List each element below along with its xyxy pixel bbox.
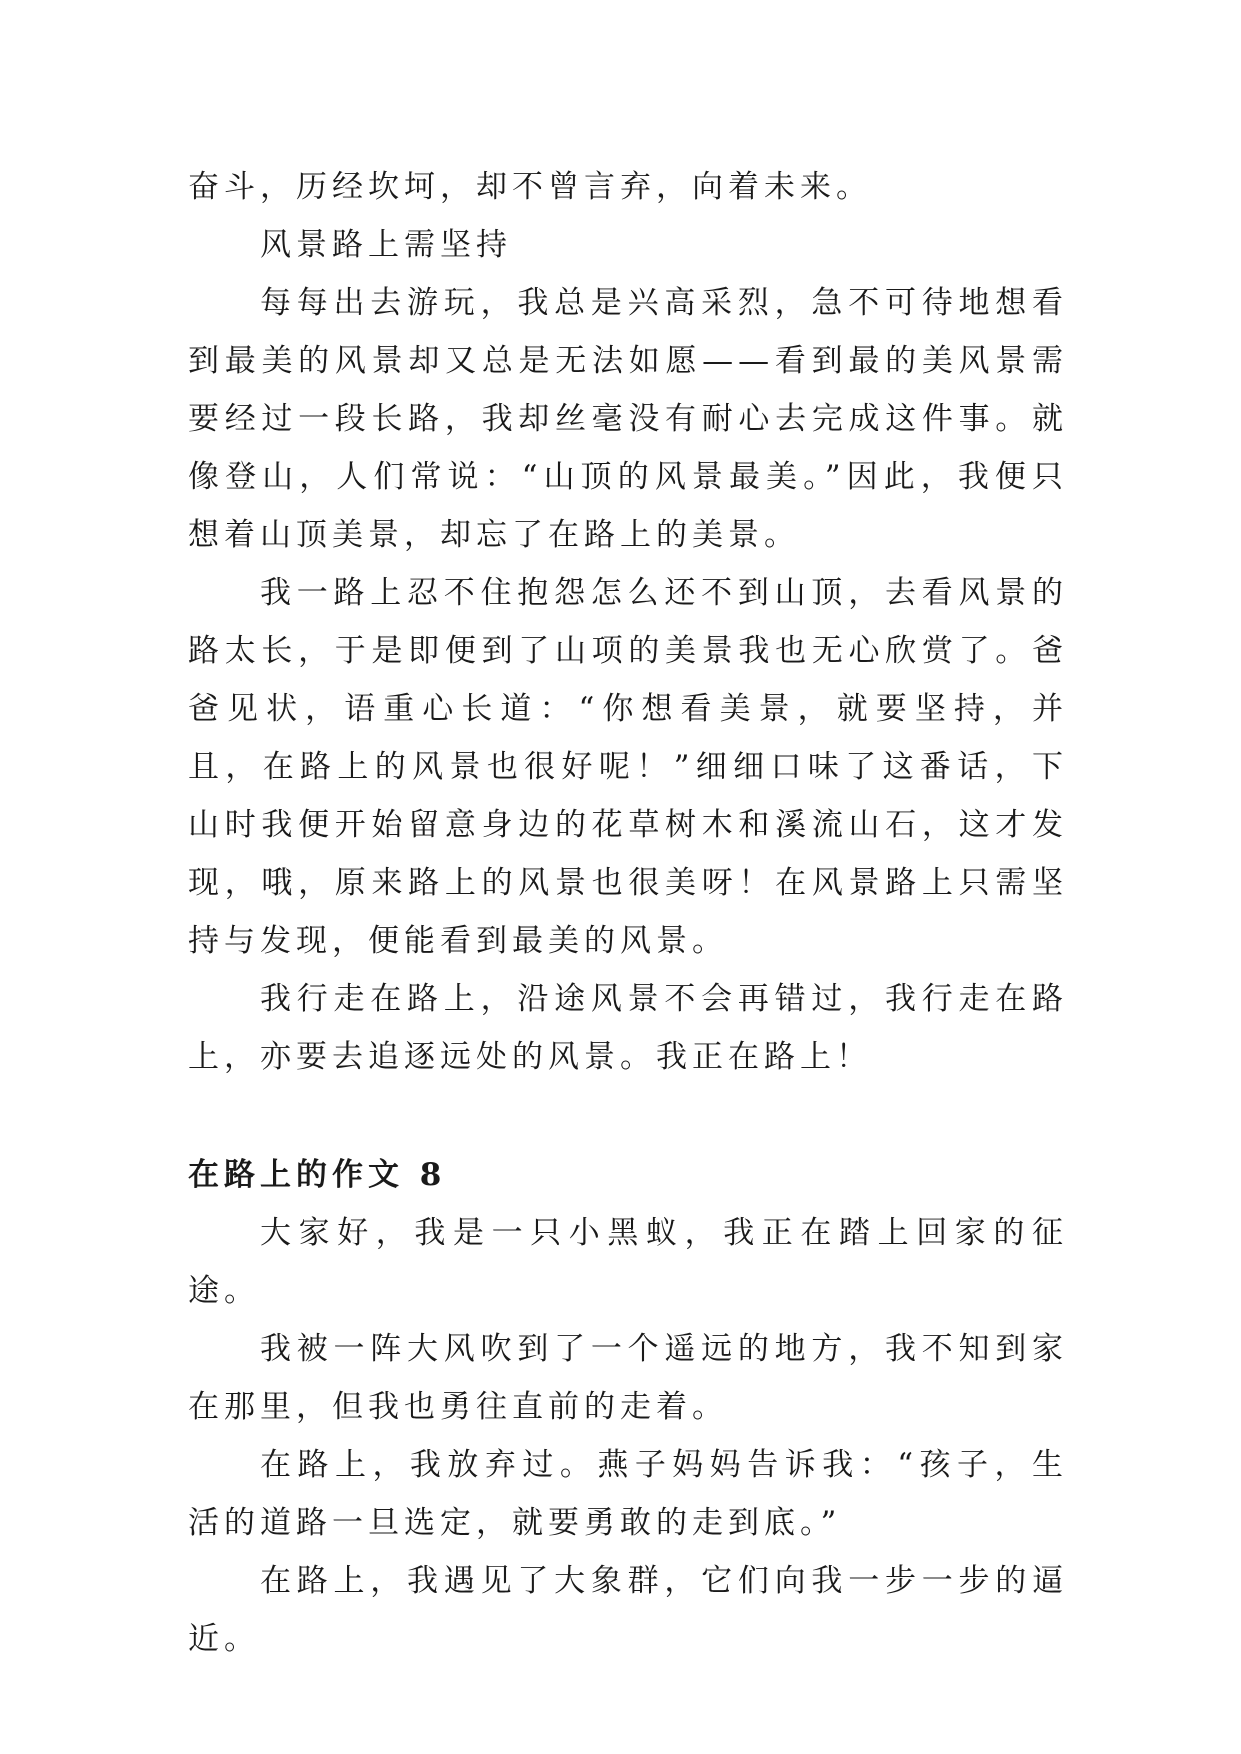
paragraph-6: 我被一阵大风吹到了一个遥远的地方，我不知到家在那里，但我也勇往直前的走着。: [188, 1331, 1068, 1425]
paragraph-4: 我行走在路上，沿途风景不会再错过，我行走在路上，亦要去追逐远处的风景。我正在路上！: [188, 981, 1068, 1075]
paragraph-2: 每每出去游玩，我总是兴高采烈，急不可待地想看到最美的风景却又总是无法如愿——看到最的美风景需要经过一段长路，我却丝毫没有耐心去完成这件事。就像登山，人们常说：“山顶的风景最美。”因此，我便只想着山顶美景，却忘了在路上的美景。: [188, 285, 1068, 553]
paragraph-5: 大家好，我是一只小黑蚁，我正在踏上回家的征途。: [188, 1215, 1068, 1309]
paragraph-3: 我一路上忍不住抱怨怎么还不到山顶，去看风景的路太长，于是即便到了山项的美景我也无心欣赏了。爸爸见状，语重心长道：“你想看美景，就要坚持，并且，在路上的风景也很好呢！”细细口味了这番话，下山时我便开始留意身边的花草树木和溪流山石，这才发现，哦，原来路上的风景也很美呀！在风景路上只需坚持与发现，便能看到最美的风景。: [188, 575, 1068, 959]
paragraph-8: 在路上，我遇见了大象群，它们向我一步一步的逼近。: [188, 1563, 1068, 1657]
paragraph-1: 奋斗，历经坎坷，却不曾言弃，向着未来。: [188, 169, 872, 205]
section-title: 在路上的作文 8: [188, 1157, 447, 1193]
document-page: [188, 158, 1068, 1668]
section-gap: [188, 1086, 1068, 1146]
subheading-scenery: 风景路上需坚持: [260, 227, 512, 263]
paragraph-7: 在路上，我放弃过。燕子妈妈告诉我：“孩子，生活的道路一旦选定，就要勇敢的走到底。”: [188, 1447, 1068, 1541]
